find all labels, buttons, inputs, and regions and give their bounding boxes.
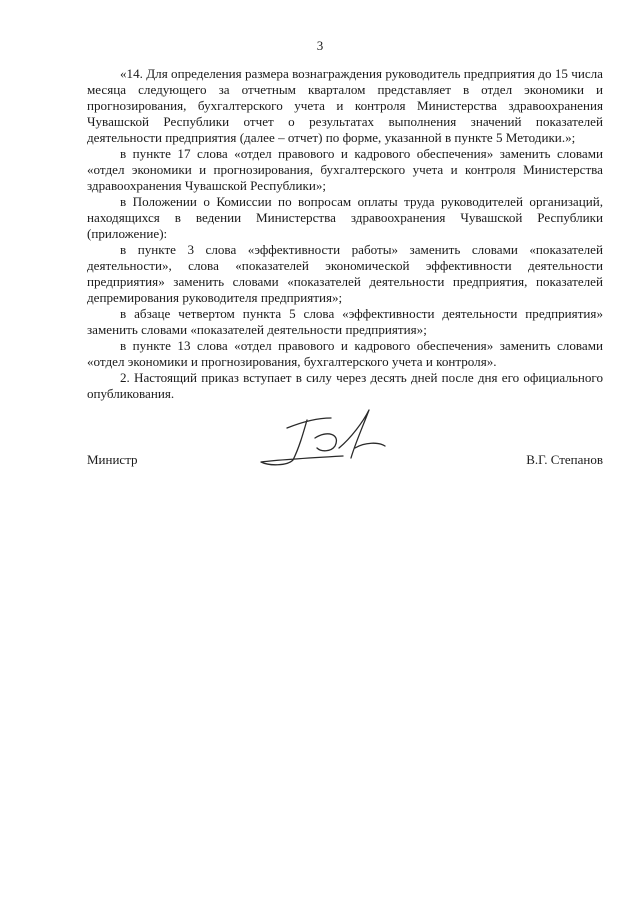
paragraph: в пункте 3 слова «эффективности работы» заменить словами «показателей деятельности», слова «показателей экономической эффективности деятельности предприятия» заменить словами «показателей деятельности предприятия, показателей депремирования руководителя предприятия»; — [87, 242, 603, 305]
paragraph: «14. Для определения размера вознаграждения руководитель предприятия до 15 числа месяца следующего за отчетным кварталом представляет в отдел экономики и прогнозирования, бухгалтерского учета и контроля Министерства здравоохранения Чувашской Республики отчет о результатах выполнения значений показателей деятельности предприятия (далее – отчет) по форме, указанной в пункте 5 Методики.»; — [87, 66, 603, 145]
paragraph: в пункте 13 слова «отдел правового и кадрового обеспечения» заменить словами «отдел экономики и прогнозирования, бухгалтерского учета и контроля». — [87, 338, 603, 369]
paragraph: в Положении о Комиссии по вопросам оплаты труда руководителей организаций, находящихся в ведении Министерства здравоохранения Чувашской Республики (приложение): — [87, 194, 603, 241]
signer-name: В.Г. Степанов — [526, 452, 603, 467]
paragraph: в пункте 17 слова «отдел правового и кадрового обеспечения» заменить словами «отдел экономики и прогнозирования, бухгалтерского учета и контроля Министерства здравоохранения Чувашской Республики»; — [87, 146, 603, 193]
document-body — [87, 66, 603, 402]
paragraph: 2. Настоящий приказ вступает в силу через десять дней после дня его официального опубликования. — [87, 370, 603, 401]
handwritten-signature — [257, 400, 407, 472]
paragraph: в абзаце четвертом пункта 5 слова «эффективности деятельности предприятия» заменить словами «показателей деятельности предприятия»; — [87, 306, 603, 337]
signature-block — [87, 400, 603, 480]
signer-title: Министр — [87, 452, 138, 467]
page-number: 3 — [316, 38, 324, 53]
